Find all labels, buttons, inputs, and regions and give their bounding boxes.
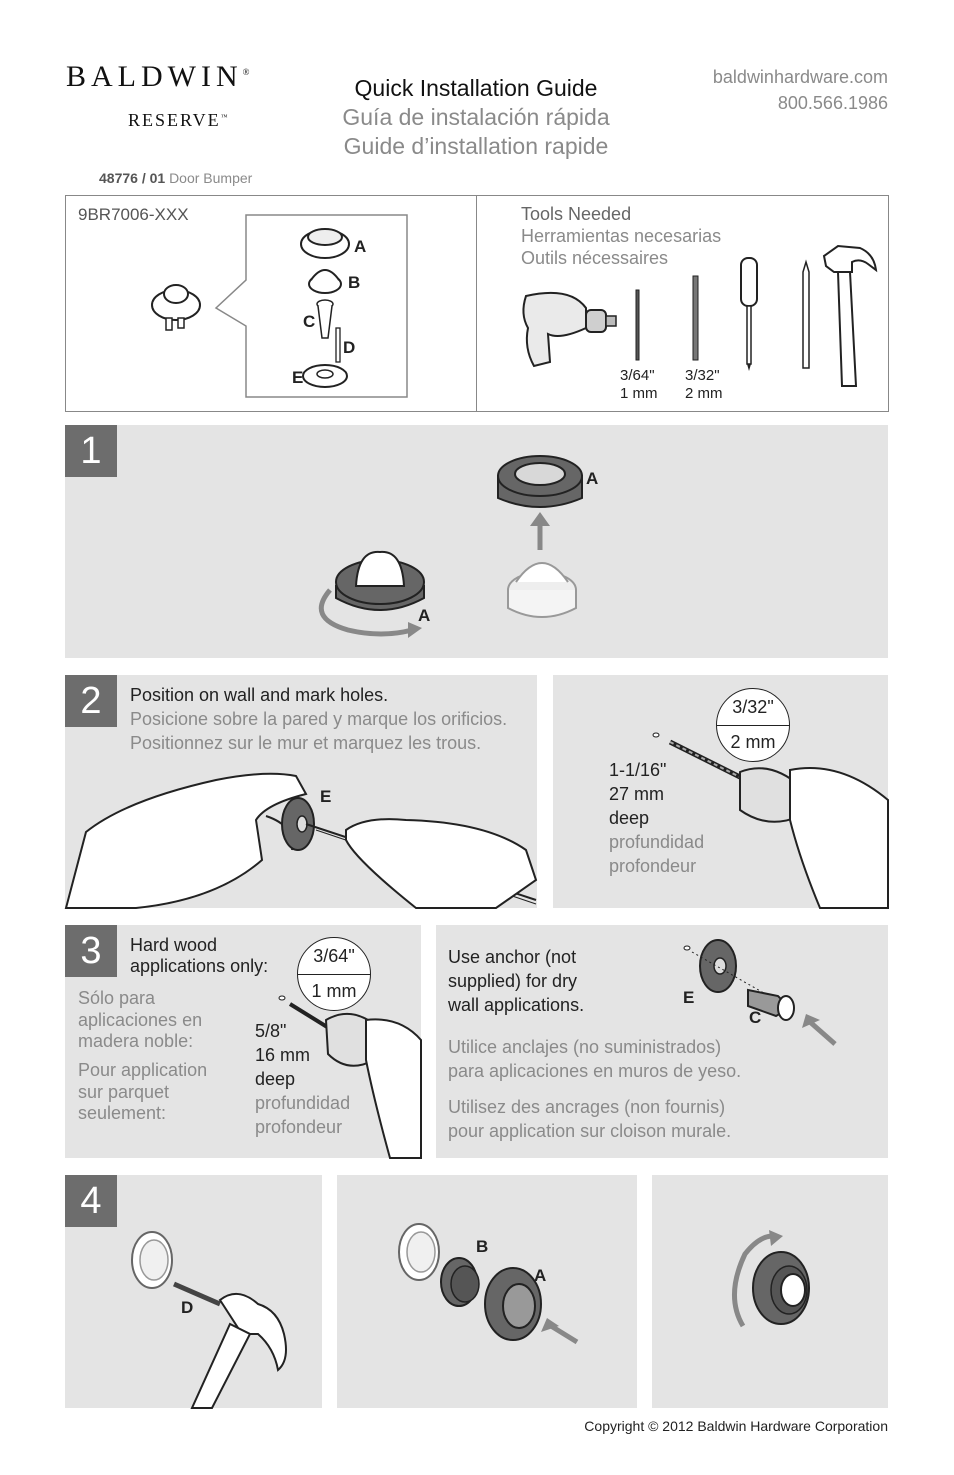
step3-anchor-fr-line2: pour application sur cloison murale. [448, 1121, 732, 1141]
step3-hardwood-fr-line1: Pour application [78, 1060, 208, 1080]
product-id [99, 170, 252, 186]
phone-number: 800.566.1986 [777, 93, 888, 113]
bit-small-inch: 3/64" [620, 367, 655, 384]
step2-marking-illustration [66, 760, 536, 908]
step2-bit-badge [716, 688, 790, 762]
step2-depth-inch: 1-1/16" [609, 760, 667, 780]
step3-hardwood-en-line2: applications only: [130, 956, 269, 976]
brand-logo [66, 60, 296, 131]
bit-large-mm: 2 mm [685, 385, 723, 402]
product-name: Door Bumper [169, 170, 253, 186]
drill-bit-large-icon [691, 276, 701, 362]
step3-anchor-en-line2: supplied) for dry [448, 971, 578, 991]
step4-label-d: D [181, 1298, 194, 1317]
drill-bit-small-icon [634, 290, 642, 362]
step2-depth-info [609, 758, 704, 878]
step2-depth-en: deep [609, 808, 650, 828]
step4-label-b: B [476, 1237, 489, 1256]
step4-number: 4 [65, 1175, 117, 1227]
step3-bit-mm: 1 mm [311, 981, 357, 1001]
step3-depth-fr: profondeur [255, 1117, 343, 1137]
step2-bit-inch: 3/32" [717, 689, 789, 726]
step3-hardwood-es-line1: Sólo para [78, 988, 156, 1008]
model-number: 9BR7006-XXX [78, 205, 189, 224]
step3-hardwood-fr [78, 1060, 207, 1125]
step2-depth-fr: profondeur [609, 856, 697, 876]
step3-anchor-en-line3: wall applications. [448, 995, 585, 1015]
screwdriver-icon [737, 256, 761, 372]
step3-depth-en: deep [255, 1069, 296, 1089]
step3-bit-badge [297, 937, 371, 1011]
tools-title-fr: Outils nécessaires [521, 248, 669, 268]
hammer-icon [820, 242, 880, 388]
step1-number: 1 [65, 425, 117, 477]
step2-depth-mm: 27 mm [609, 784, 665, 804]
step3-anchor-es-line2: para aplicaciones en muros de yeso. [448, 1061, 742, 1081]
contact-info [713, 64, 888, 116]
bit-small-size [620, 367, 658, 403]
step2-bit-mm: 2 mm [730, 732, 776, 752]
step2-text-es: Posicione sobre la pared y marque los orificios. [130, 709, 508, 729]
pencil-icon [800, 262, 812, 370]
tools-heading [521, 203, 721, 269]
part-label-b: B [348, 273, 361, 292]
step3-depth-mm: 16 mm [255, 1045, 311, 1065]
bumper-assembled-icon [150, 280, 206, 336]
step3-hardwood-fr-line2: sur parquet [78, 1081, 170, 1102]
step2-label-e: E [320, 787, 332, 806]
step2-instructions [130, 683, 507, 755]
bit-large-inch: 3/32" [685, 367, 720, 384]
step3-hardwood-es-line3: madera noble: [78, 1031, 194, 1051]
step4-finished-illustration [725, 1230, 825, 1340]
bit-small-mm: 1 mm [620, 385, 658, 402]
step3-depth-info [255, 1019, 350, 1139]
step3-hardwood-es [78, 988, 202, 1053]
step3-depth-es: profundidad [255, 1093, 351, 1113]
step4-label-a: A [534, 1266, 547, 1285]
step3-label-e: E [683, 988, 695, 1007]
box-divider [476, 196, 477, 411]
step1-illustration [300, 440, 600, 650]
step3-anchor-fr [448, 1095, 731, 1143]
step3-hardwood-en-line1: Hard wood [130, 935, 218, 955]
step3-anchor-en-line1: Use anchor (not [448, 947, 577, 967]
parts-callout [214, 214, 410, 400]
step3-hardwood-es-line2: aplicaciones en [78, 1009, 203, 1030]
step2-depth-es: profundidad [609, 832, 705, 852]
part-label-d: D [343, 338, 356, 357]
title-es: Guía de instalación rápida [342, 104, 610, 130]
step3-bit-inch: 3/64" [298, 938, 370, 975]
page-title [330, 74, 622, 161]
step3-depth-inch: 5/8" [255, 1021, 287, 1041]
part-label-c: C [303, 312, 316, 331]
website-link[interactable]: baldwinhardware.com [712, 67, 888, 87]
step3-label-c: C [749, 1008, 762, 1027]
part-label-e: E [292, 368, 304, 387]
drill-icon [520, 288, 620, 372]
step3-anchor-en [448, 945, 584, 1017]
step3-hardwood-en [130, 935, 268, 977]
step3-anchor-fr-line1: Utilisez des ancrages (non fournis) [448, 1097, 726, 1117]
step2-text-fr: Positionnez sur le mur et marquez les trous. [130, 733, 482, 753]
brand-name: BALDWIN [66, 60, 243, 93]
step3-number: 3 [65, 925, 117, 977]
step1-label-a-bumper: A [418, 606, 431, 625]
title-fr: Guide d’installation rapide [343, 133, 609, 159]
product-code: 48776 / 01 [99, 170, 166, 186]
step2-text-en: Position on wall and mark holes. [130, 685, 389, 705]
tools-title-en: Tools Needed [521, 204, 632, 224]
step3-anchor-es-line1: Utilice anclajes (no suministrados) [448, 1037, 722, 1057]
tools-title-es: Herramientas necesarias [521, 226, 722, 246]
title-en: Quick Installation Guide [354, 75, 598, 101]
copyright: Copyright © 2012 Baldwin Hardware Corporation [584, 1418, 888, 1434]
bit-large-size [685, 367, 723, 403]
step3-hardwood-fr-line3: seulement: [78, 1103, 167, 1123]
brand-mark: ® [242, 67, 250, 77]
step4-hammer-illustration [128, 1230, 322, 1408]
sub-brand-mark: ™ [220, 113, 230, 121]
sub-brand: RESERVE [128, 110, 221, 130]
part-label-a: A [354, 237, 367, 256]
step3-anchor-illustration [680, 940, 845, 1050]
step1-label-a-ring: A [586, 469, 599, 488]
step2-number: 2 [65, 675, 117, 727]
